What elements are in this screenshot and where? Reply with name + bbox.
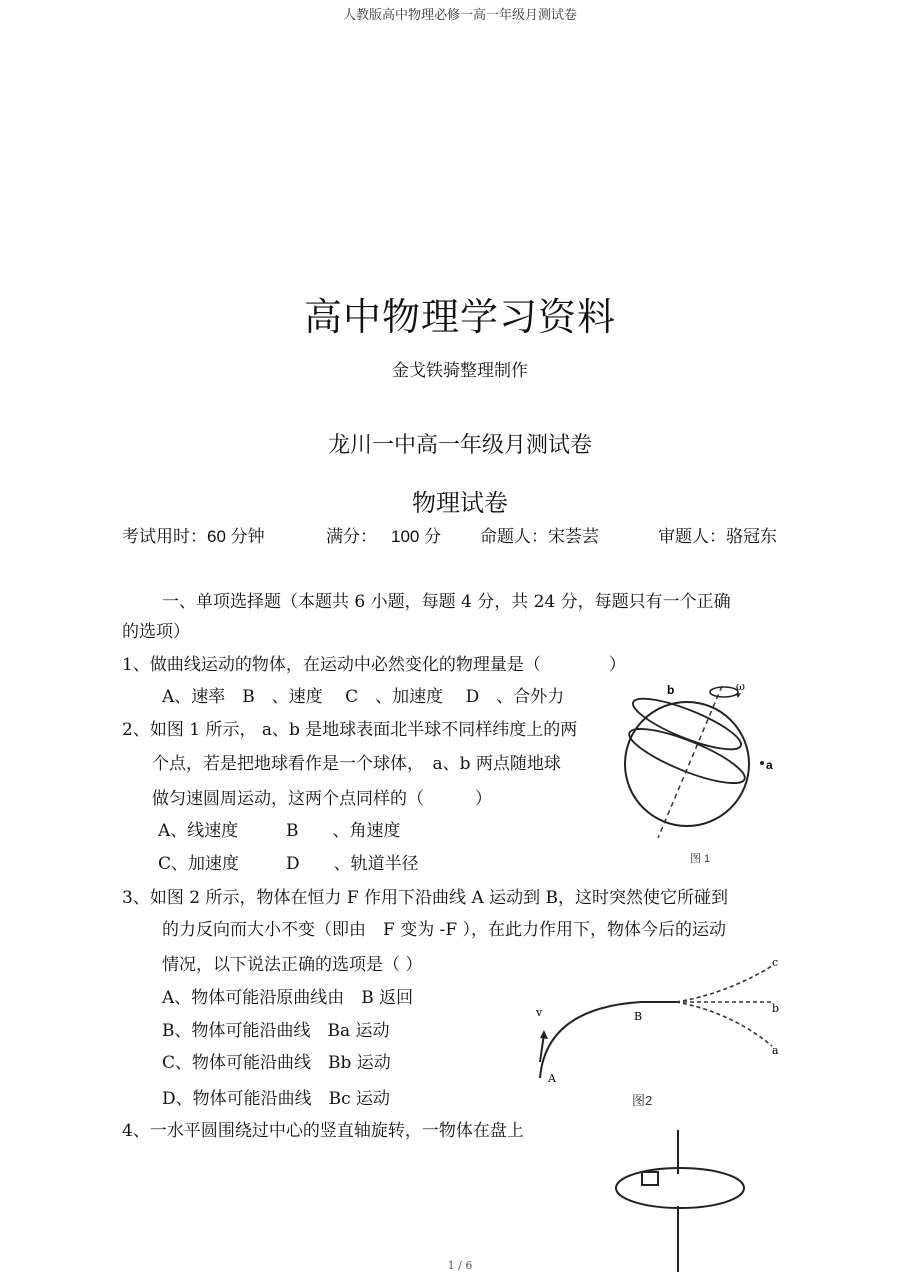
page-header: 人教版高中物理必修一高一年级月测试卷 bbox=[342, 8, 577, 23]
q1-options: A、速率 B 、速度 C 、加速度 D 、合外力 bbox=[162, 687, 565, 707]
fig2-label-b: b bbox=[772, 1002, 780, 1015]
q3-line1: 3、如图 2 所示，物体在恒力 F 作用下沿曲线 A 运动到 B，这时突然使它所碰到 bbox=[122, 888, 729, 908]
q2-option-d: D 、轨道半径 bbox=[286, 854, 419, 874]
figure-2-caption: 图2 bbox=[632, 1093, 653, 1108]
latitude-b bbox=[628, 689, 746, 758]
q2-line1: 2、如图 1 所示， a、b 是地球表面北半球不同样纬度上的两 bbox=[122, 720, 578, 740]
q3-option-c: C、物体可能沿曲线 Bb 运动 bbox=[162, 1053, 391, 1073]
fig2-label-v: v bbox=[536, 1006, 543, 1019]
score-label: 满分： bbox=[326, 527, 377, 547]
time-label: 考试用时： bbox=[122, 527, 207, 547]
q4-line1: 4、一水平圆围绕过中心的竖直轴旋转，一物体在盘上 bbox=[122, 1121, 524, 1141]
document-title: 高中物理学习资料 bbox=[303, 295, 616, 339]
q3-line2: 的力反向而大小不变（即由 F 变为 -F ），在此力作用下，物体今后的运动 bbox=[162, 920, 727, 940]
fig1-label-b: b bbox=[667, 683, 675, 697]
q2-option-c: C、加速度 bbox=[158, 854, 240, 874]
fig1-label-omega: ω bbox=[736, 680, 745, 693]
globe-outline bbox=[625, 702, 749, 826]
subject-title: 物理试卷 bbox=[412, 489, 508, 517]
exam-title: 龙川一中高一年级月测试卷 bbox=[327, 433, 592, 458]
score-info bbox=[326, 522, 441, 547]
exam-info bbox=[122, 522, 265, 547]
fig2-label-A: A bbox=[548, 1072, 556, 1085]
section-heading-line1: 一、单项选择题（本题共 6 小题，每题 4 分，共 24 分，每题只有一个正确 bbox=[162, 592, 731, 612]
section-heading-line2: 的选项） bbox=[122, 622, 190, 642]
curve-AB bbox=[540, 1002, 641, 1078]
fig2-label-B: B bbox=[634, 1010, 643, 1023]
setter-info: 命题人：宋荟芸 bbox=[480, 527, 599, 547]
fig2-label-c: c bbox=[772, 956, 779, 969]
figure-3-disc bbox=[612, 1126, 752, 1272]
branch-c bbox=[676, 966, 772, 1002]
q2-line2: 个点，若是把地球看作是一个球体， a、b 两点随地球 bbox=[152, 754, 561, 774]
object-on-disc bbox=[642, 1172, 658, 1185]
q2-line3: 做匀速圆周运动，这两个点同样的（ ） bbox=[152, 789, 492, 809]
disc bbox=[616, 1168, 744, 1208]
latitude-a bbox=[624, 719, 750, 793]
q2-option-b: B 、角速度 bbox=[286, 821, 401, 841]
figure-2-trajectory bbox=[526, 950, 788, 1090]
q3-option-b: B、物体可能沿曲线 Ba 运动 bbox=[162, 1021, 390, 1041]
document-subtitle: 金戈铁骑整理制作 bbox=[392, 361, 528, 381]
q1-stem: 1、做曲线运动的物体，在运动中必然变化的物理量是（ ） bbox=[122, 655, 626, 675]
score-value: 100 分 bbox=[391, 527, 442, 546]
q3-option-a: A、物体可能沿原曲线由 B 返回 bbox=[162, 988, 414, 1008]
q3-option-d: D、物体可能沿曲线 Bc 运动 bbox=[162, 1089, 391, 1109]
rotation-axis bbox=[658, 686, 722, 838]
figure-1-caption: 图 1 bbox=[690, 853, 711, 865]
fig1-label-a: a bbox=[766, 758, 773, 772]
fig2-label-a: a bbox=[772, 1044, 779, 1057]
omega-arrow bbox=[710, 687, 738, 697]
time-value: 60 分钟 bbox=[207, 527, 265, 546]
branch-a bbox=[676, 1002, 772, 1046]
page-number: 1 / 6 bbox=[447, 1259, 473, 1272]
reviewer-info: 审题人：骆冠东 bbox=[658, 527, 777, 547]
q3-line3: 情况，以下说法正确的选项是（ ） bbox=[162, 955, 423, 975]
q2-option-a: A、线速度 bbox=[158, 821, 239, 841]
figure-1-globe bbox=[612, 672, 782, 844]
